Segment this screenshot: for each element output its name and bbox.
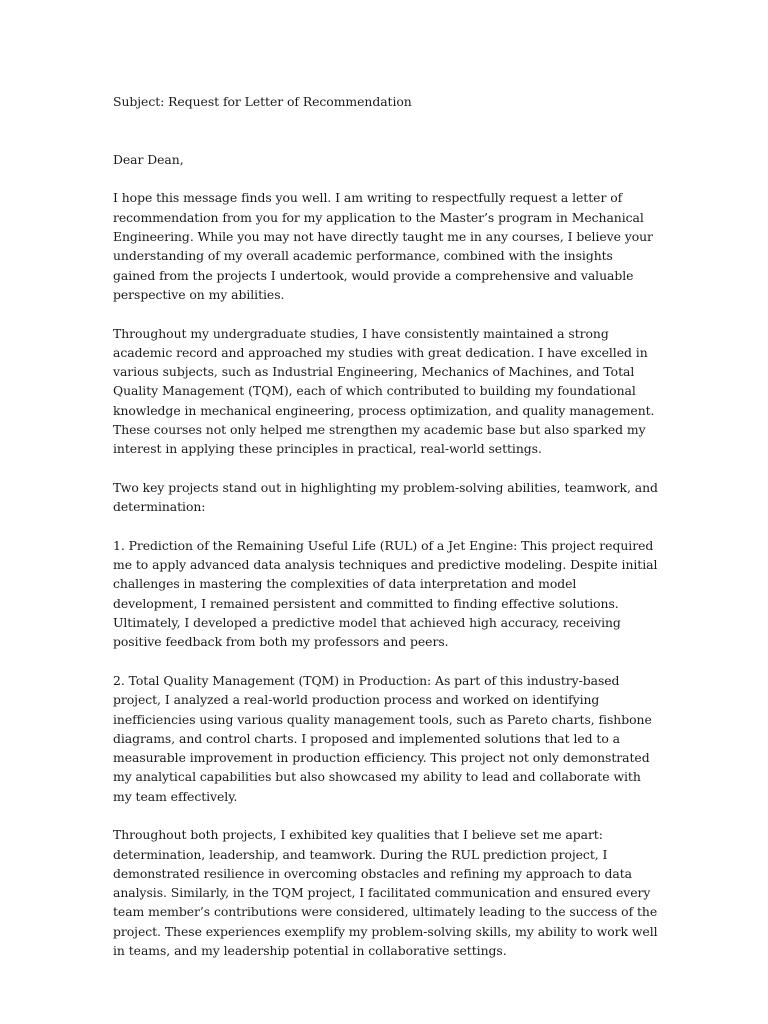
letter-subject: Subject: Request for Letter of Recommendation xyxy=(113,94,412,109)
paragraph-project-rul: 1. Prediction of the Remaining Useful Life (RUL) of a Jet Engine: This project required me to apply advanced data analysis techniques and predictive modeling. Despite initial challenges in mastering the complexities of data interpretation and model development, I remained persistent and committed to finding effective solutions. Ultimately, I developed a predictive model that achieved high accuracy, receiving positive feedback from both my professors and peers. xyxy=(113,537,658,650)
paragraph-academics: Throughout my undergraduate studies, I have consistently maintained a strong academic record and approached my studies with great dedication. I have excelled in various subjects, such as Industrial Engineering, Mechanics of Machines, and Total Quality Management (TQM), each of which contributed to building my foundational knowledge in mechanical engineering, process optimization, and quality management. These courses not only helped me strengthen my academic base but also sparked my interest in applying these principles in practical, real-world settings. xyxy=(113,325,655,457)
paragraph-projects-intro: Two key projects stand out in highlighting my problem-solving abilities, teamwork, and determination: xyxy=(113,479,658,515)
paragraph-project-tqm: 2. Total Quality Management (TQM) in Production: As part of this industry-based project, I analyzed a real-world production process and worked on identifying inefficiencies using various quality management tools, such as Pareto charts, fishbone diagrams, and control charts. I proposed and implemented solutions that led to a measurable improvement in production efficiency. This project not only demonstrated my analytical capabilities but also showcased my ability to lead and collaborate with my team effectively. xyxy=(113,672,652,804)
letter-salutation: Dear Dean, xyxy=(113,151,184,167)
paragraph-qualities: Throughout both projects, I exhibited key qualities that I believe set me apart: determination, leadership, and teamwork. During the RUL prediction project, I demonstrated resilience in overcoming obstacles and refining my approach to data analysis. Similarly, in the TQM project, I facilitated communication and ensured every team member’s contributions were considered, ultimately leading to the success of the project. These experiences exemplify my problem-solving skills, my ability to work well in teams, and my leadership potential in collaborative settings. xyxy=(113,827,658,959)
paragraph-intro: I hope this message finds you well. I am writing to respectfully request a letter of recommendation from you for my application to the Master’s program in Mechanical Engineering. While you may not have directly taught me in any courses, I believe your understanding of my overall academic performance, combined with the insights gained from the projects I undertook, would provide a comprehensive and valuable perspective on my abilities. xyxy=(113,190,653,302)
letter-body xyxy=(113,92,658,980)
